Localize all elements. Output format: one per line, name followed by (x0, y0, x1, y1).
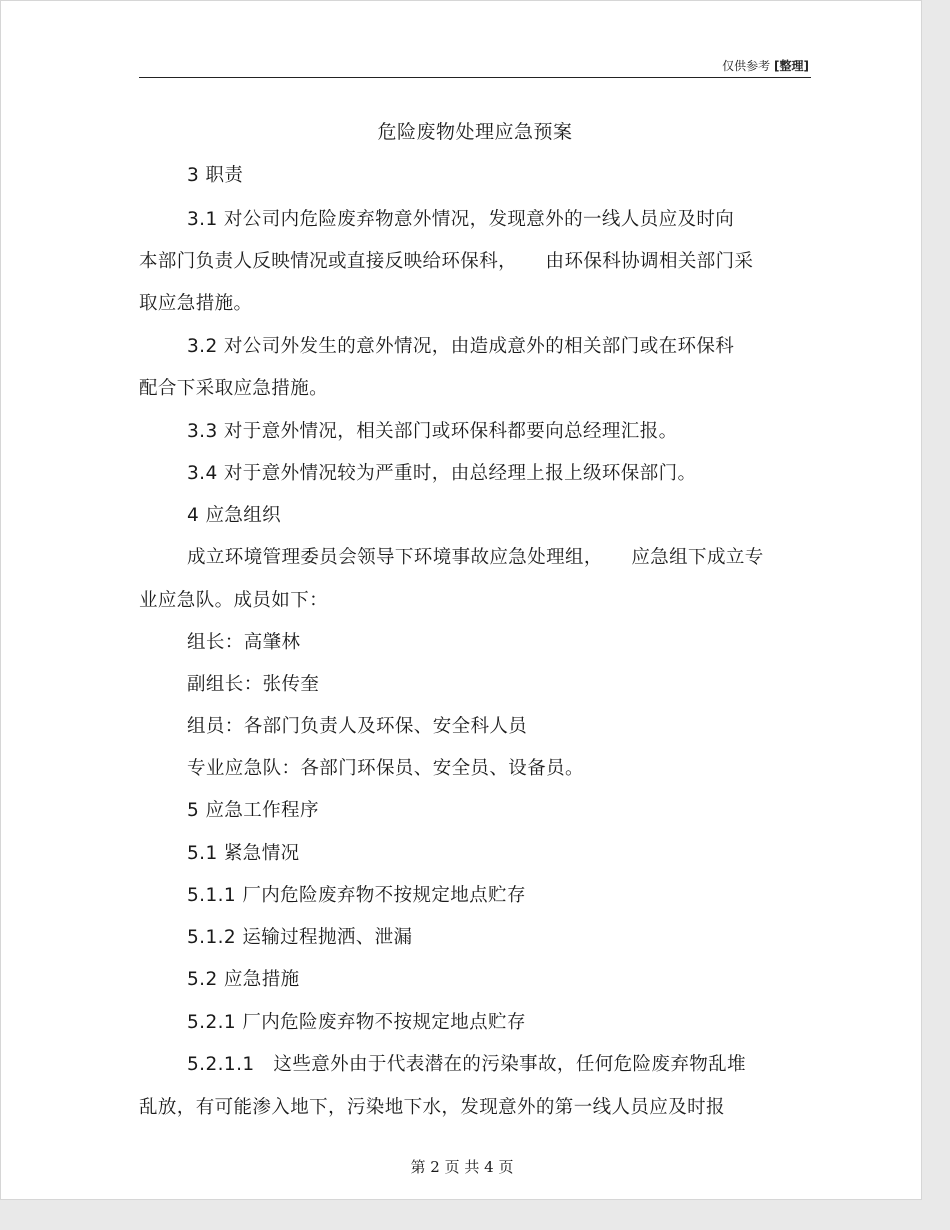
paragraph-line: 5.2.1.1 这些意外由于代表潜在的污染事故，任何危险废弃物乱堆 (187, 1054, 746, 1075)
subsection-heading: 5.1.2 运输过程抛洒、泄漏 (187, 927, 413, 948)
paragraph-line: 3.4 对于意外情况较为严重时，由总经理上报上级环保部门。 (187, 463, 697, 484)
member-line: 副组长：张传奎 (187, 674, 320, 695)
paragraph-line: 取应急措施。 (139, 293, 253, 314)
paragraph-line: 乱放，有可能渗入地下，污染地下水，发现意外的第一线人员应及时报 (139, 1097, 725, 1118)
header-note (722, 57, 809, 74)
paragraph-line: 3.1 对公司内危险废弃物意外情况，发现意外的一线人员应及时向 (187, 209, 735, 230)
paragraph-line: 配合下采取应急措施。 (139, 378, 329, 399)
header-note-text: 仅供参考 (722, 59, 771, 73)
subsection-heading: 5.1.1 厂内危险废弃物不按规定地点贮存 (187, 885, 526, 906)
page-footer: 第 2 页 共 4 页 (410, 1158, 514, 1176)
paragraph-line: 本部门负责人反映情况或直接反映给环保科， 由环保科协调相关部门采 (139, 251, 754, 272)
paragraph-line: 成立环境管理委员会领导下环境事故应急处理组， 应急组下成立专 (187, 547, 764, 568)
header-rule (139, 77, 811, 78)
member-line: 专业应急队：各部门环保员、安全员、设备员。 (187, 758, 584, 779)
subsection-heading: 5.2.1 厂内危险废弃物不按规定地点贮存 (187, 1012, 526, 1033)
member-line: 组员：各部门负责人及环保、安全科人员 (187, 716, 528, 737)
section-heading: 4 应急组织 (187, 505, 282, 526)
section-heading: 5 应急工作程序 (187, 800, 319, 821)
document-title: 危险废物处理应急预案 (377, 121, 573, 143)
subsection-heading: 5.2 应急措施 (187, 969, 300, 990)
section-heading: 3 职责 (187, 165, 244, 186)
header-note-tag: [整理] (774, 59, 809, 73)
paragraph-line: 业应急队。成员如下： (139, 590, 329, 611)
paragraph-line: 3.2 对公司外发生的意外情况，由造成意外的相关部门或在环保科 (187, 336, 735, 357)
subsection-heading: 5.1 紧急情况 (187, 843, 300, 864)
paragraph-line: 3.3 对于意外情况，相关部门或环保科都要向总经理汇报。 (187, 421, 678, 442)
member-line: 组长：高肇林 (187, 632, 301, 653)
